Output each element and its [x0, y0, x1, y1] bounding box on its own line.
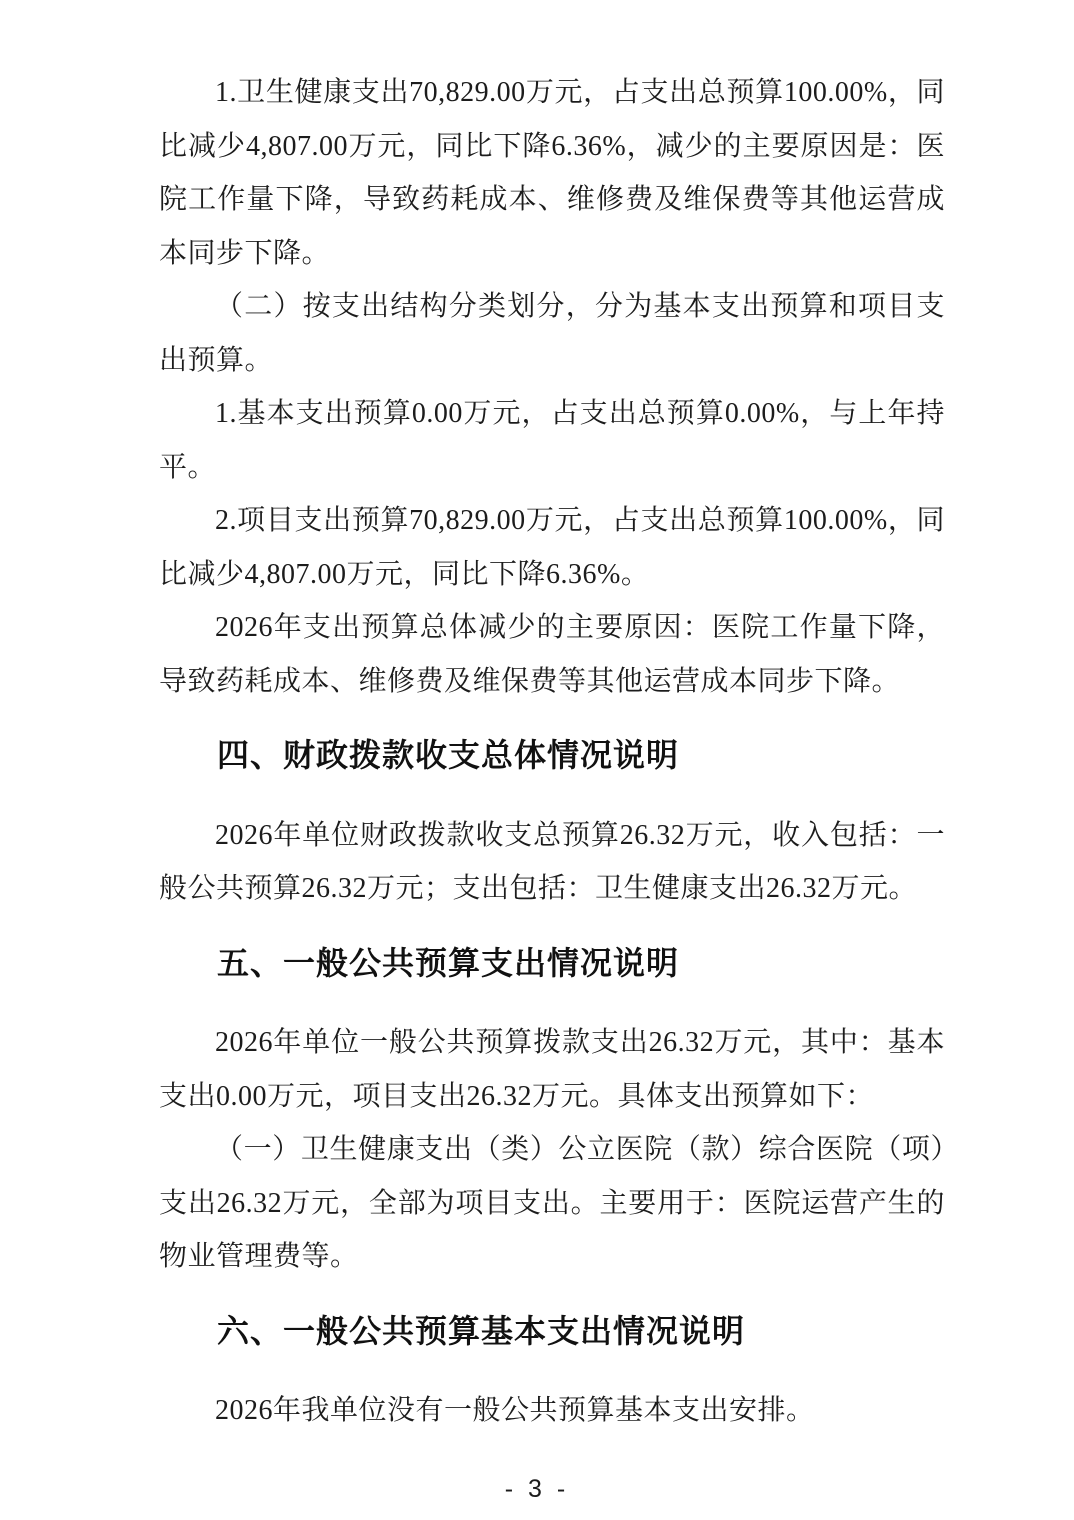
section-heading-5: 五、一般公共预算支出情况说明 — [217, 944, 680, 981]
paragraph-project-expenditure: 2.项目支出预算70,829.00万元，占支出总预算100.00%，同比减少4,807.00万元，同比下降6.36%。 — [159, 505, 945, 590]
section-heading-6: 六、一般公共预算基本支出情况说明 — [217, 1312, 746, 1349]
paragraph-basic-expenditure: 1.基本支出预算0.00万元，占支出总预算0.00%，与上年持平。 — [159, 398, 945, 483]
paragraph-decrease-reason: 2026年支出预算总体减少的主要原因：医院工作量下降，导致药耗成本、维修费及维保费等其他运营成本同步下降。 — [159, 612, 945, 697]
paragraph-health-expenditure-total: 1.卫生健康支出70,829.00万元，占支出总预算100.00%，同比减少4,807.00万元，同比下降6.36%，减少的主要原因是：医院工作量下降，导致药耗成本、维修费及维保费等其他运营成本同步下降。 — [159, 77, 945, 269]
page-number: - 3 - — [504, 1475, 570, 1503]
paragraph-fiscal-appropriation: 2026年单位财政拨款收支总预算26.32万元，收入包括：一般公共预算26.32万元；支出包括：卫生健康支出26.32万元。 — [159, 819, 945, 904]
document-body — [159, 66, 945, 1438]
paragraph-expenditure-structure: （二）按支出结构分类划分，分为基本支出预算和项目支出预算。 — [159, 291, 945, 376]
paragraph-public-budget-expenditure: 2026年单位一般公共预算拨款支出26.32万元，其中：基本支出0.00万元，项目支出26.32万元。具体支出预算如下： — [159, 1027, 945, 1112]
paragraph-hospital-item-expenditure: （一）卫生健康支出（类）公立医院（款）综合医院（项）支出26.32万元，全部为项目支出。主要用于：医院运营产生的物业管理费等。 — [159, 1134, 945, 1272]
section-heading-4: 四、财政拨款收支总体情况说明 — [217, 737, 680, 773]
paragraph-no-basic-expenditure: 2026年我单位没有一般公共预算基本支出安排。 — [215, 1395, 815, 1426]
